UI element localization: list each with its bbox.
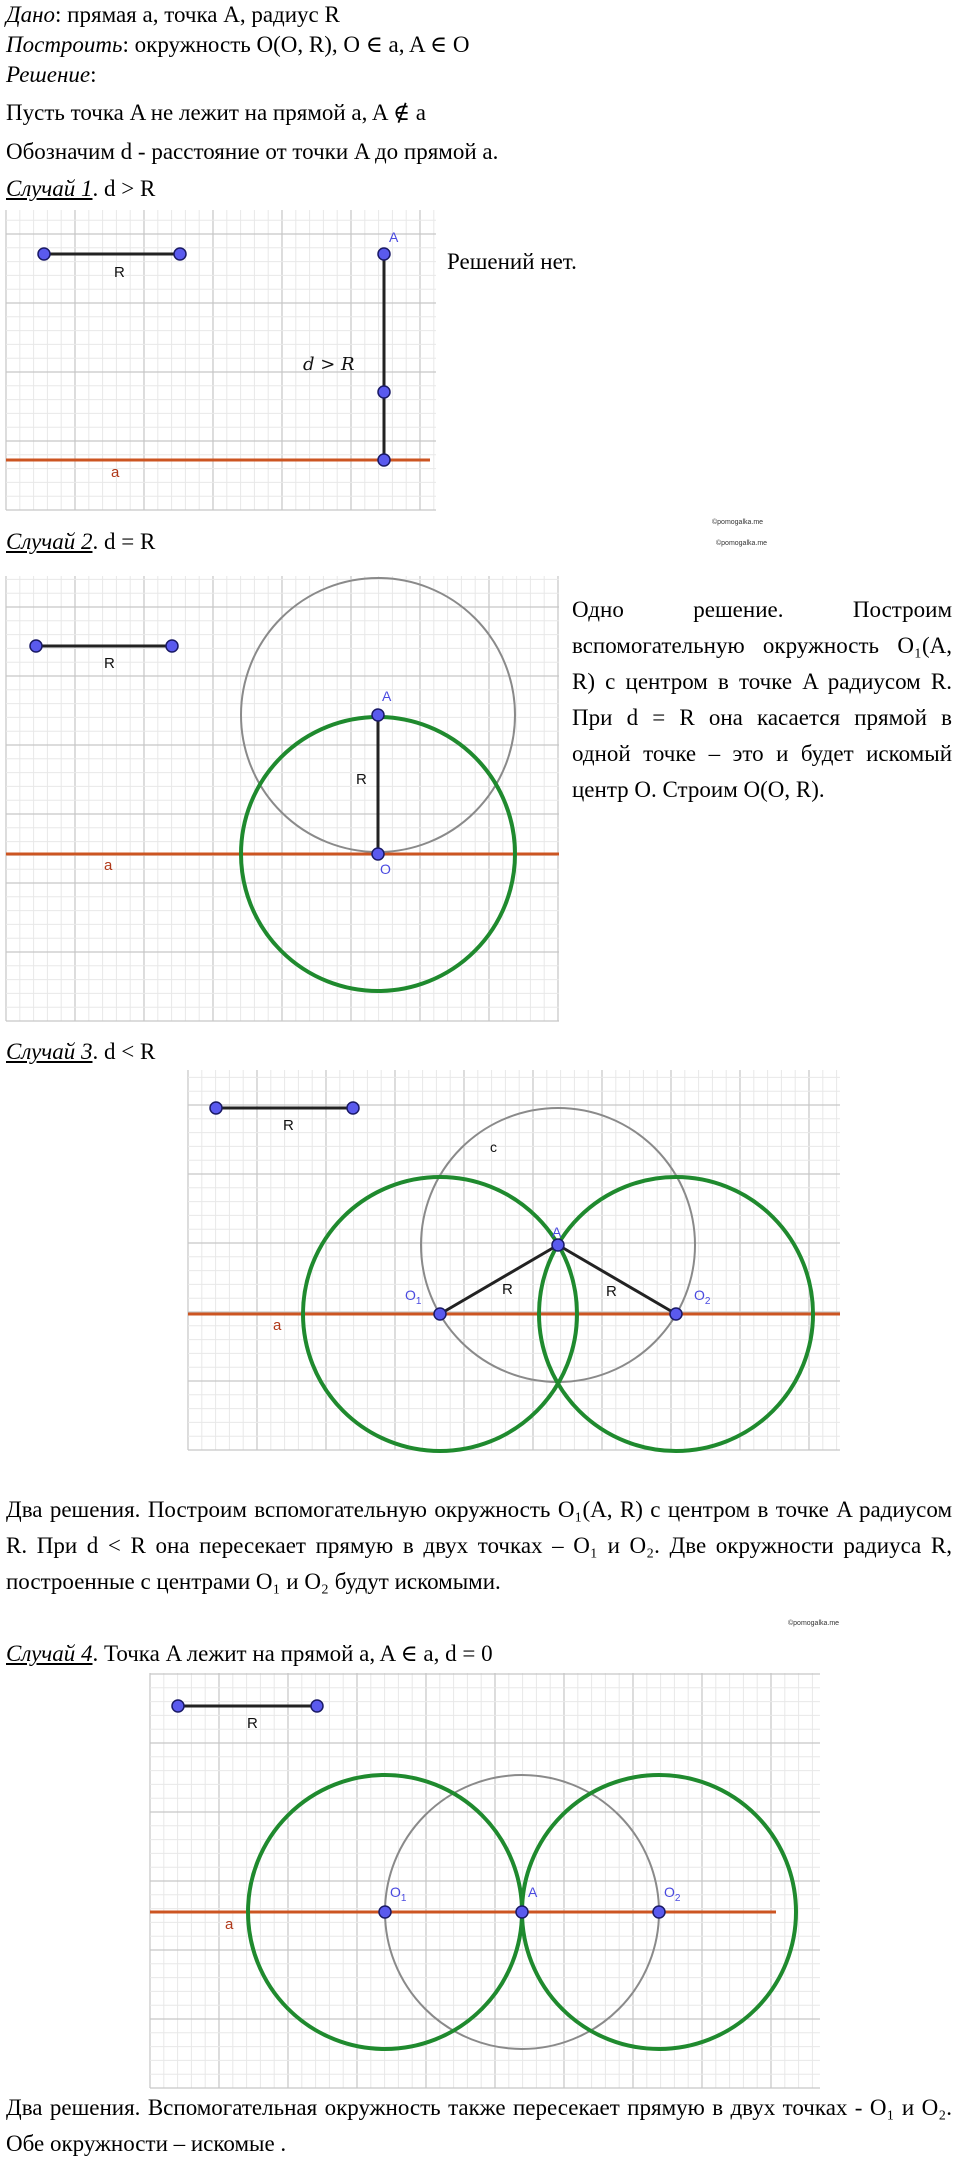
case1-label-a: A (389, 229, 399, 245)
solution-label: Решение (6, 62, 91, 87)
case3-label-o2-main: O (694, 1287, 705, 1303)
case2-label-r: R (356, 771, 367, 788)
case4-point-r2 (311, 1700, 323, 1712)
case4-point-o2 (653, 1906, 665, 1918)
case3-label-o2 (694, 1287, 711, 1307)
case1-label-distance: d > R (303, 354, 355, 375)
case2-title: Случай 2 (6, 529, 93, 554)
case3-point-r2 (347, 1102, 359, 1114)
case3-label-o1-main: O (405, 1287, 416, 1303)
solution-line (6, 60, 97, 90)
case3-condition: . d < R (92, 1039, 156, 1064)
case4-point-r1 (172, 1700, 184, 1712)
case3-point-o2 (670, 1308, 682, 1320)
case3-point-r1 (210, 1102, 222, 1114)
case3-label-o1-sub: 1 (415, 1296, 422, 1307)
watermark-3: ©pomogalka.me (788, 1620, 840, 1627)
case3-label-a: A (552, 1224, 562, 1240)
case3-label-r2: R (606, 1283, 617, 1300)
case3-label-r1: R (502, 1281, 513, 1298)
case3-point-o1 (434, 1308, 446, 1320)
watermark-1: ©pomogalka.me (712, 519, 764, 526)
case1-title: Случай 1 (6, 176, 93, 201)
case3-label-o2-sub: 2 (704, 1296, 711, 1307)
case1-point-a (378, 248, 390, 260)
given-text: : прямая a, точка A, радиус R (55, 2, 340, 27)
case4-condition: . Точка A лежит на прямой a, A ∈ a, d = 0 (92, 1641, 493, 1666)
construct-line (6, 30, 469, 60)
case2-point-r2 (166, 640, 178, 652)
case1-result: Решений нет. (447, 249, 577, 274)
case1-point-foot (378, 454, 390, 466)
case2-label-a: A (382, 688, 392, 704)
case3-label-r-sample: R (283, 1117, 294, 1134)
case3-figure (188, 1070, 840, 1450)
case3-label-line: a (273, 1317, 282, 1334)
watermark-2: ©pomogalka.me (716, 540, 768, 547)
case3-text: Два решения. Построим вспомогательную окружность O₁(A, R) с центром в точке A радиусом R. При d < R она пересекает прямую в двух точках – O₁ и O₂. Две окружности радиуса R, построенные с центрами O₁ и O₂ будут искомыми. (6, 1497, 952, 1594)
case4-label-o2-sub: 2 (674, 1893, 681, 1904)
construct-text: : окружность O(O, R), O ∈ a, A ∈ O (122, 32, 470, 57)
case3-heading (6, 1037, 155, 1067)
denote-line: Обозначим d - расстояние от точки A до прямой a. (6, 139, 499, 164)
case4-title: Случай 4 (6, 1641, 93, 1666)
construct-label: Построить (6, 32, 123, 57)
case2-label-line: a (104, 857, 113, 874)
case4-label-o2 (664, 1884, 681, 1904)
case1-point-r1 (38, 248, 50, 260)
case4-point-o1 (379, 1906, 391, 1918)
case4-label-a: A (528, 1884, 538, 1900)
case2-point-a (372, 709, 384, 721)
case3-label-circle: c (490, 1139, 497, 1155)
case4-label-o1-sub: 1 (400, 1893, 407, 1904)
case3-title: Случай 3 (6, 1039, 93, 1064)
case2-label-r-sample: R (104, 655, 115, 672)
case1-figure (6, 210, 436, 510)
case1-label-r: R (114, 264, 125, 281)
case4-point-a (516, 1906, 528, 1918)
case2-figure (6, 576, 559, 1021)
case3-label-o1 (405, 1287, 422, 1307)
case1-condition: . d > R (92, 176, 156, 201)
case3-point-a (552, 1239, 564, 1251)
case4-text: Два решения. Вспомогательная окружность также пересекает прямую в двух точках - O₁ и O₂. Обе окружности – искомые . (6, 2095, 952, 2156)
given-label: Дано (6, 2, 56, 27)
case1-heading (6, 174, 155, 204)
case1-label-line: a (111, 464, 120, 481)
given-line (6, 0, 340, 30)
case2-point-r1 (30, 640, 42, 652)
case4-label-o2-main: O (664, 1884, 675, 1900)
case1-point-r2 (174, 248, 186, 260)
case1-point-mid (378, 386, 390, 398)
case4-label-line: a (225, 1916, 234, 1933)
solution-text: : (90, 62, 97, 87)
case2-label-o: O (380, 861, 391, 877)
case2-heading (6, 527, 155, 557)
case2-text: Одно решение. Построим вспомогательную окружность O₁(A, R) с центром в точке A радиусом R. При d = R она касается прямой в одной точке – это и будет искомый центр O. Строим O(O, R). (572, 597, 952, 802)
case4-label-o1-main: O (390, 1884, 401, 1900)
case2-condition: . d = R (92, 529, 156, 554)
case4-label-r-sample: R (247, 1715, 258, 1732)
case4-figure (150, 1673, 820, 2088)
case4-heading (6, 1639, 493, 1669)
premise-line: Пусть точка A не лежит на прямой a, A ∉ a (6, 100, 426, 125)
case2-point-o (372, 848, 384, 860)
